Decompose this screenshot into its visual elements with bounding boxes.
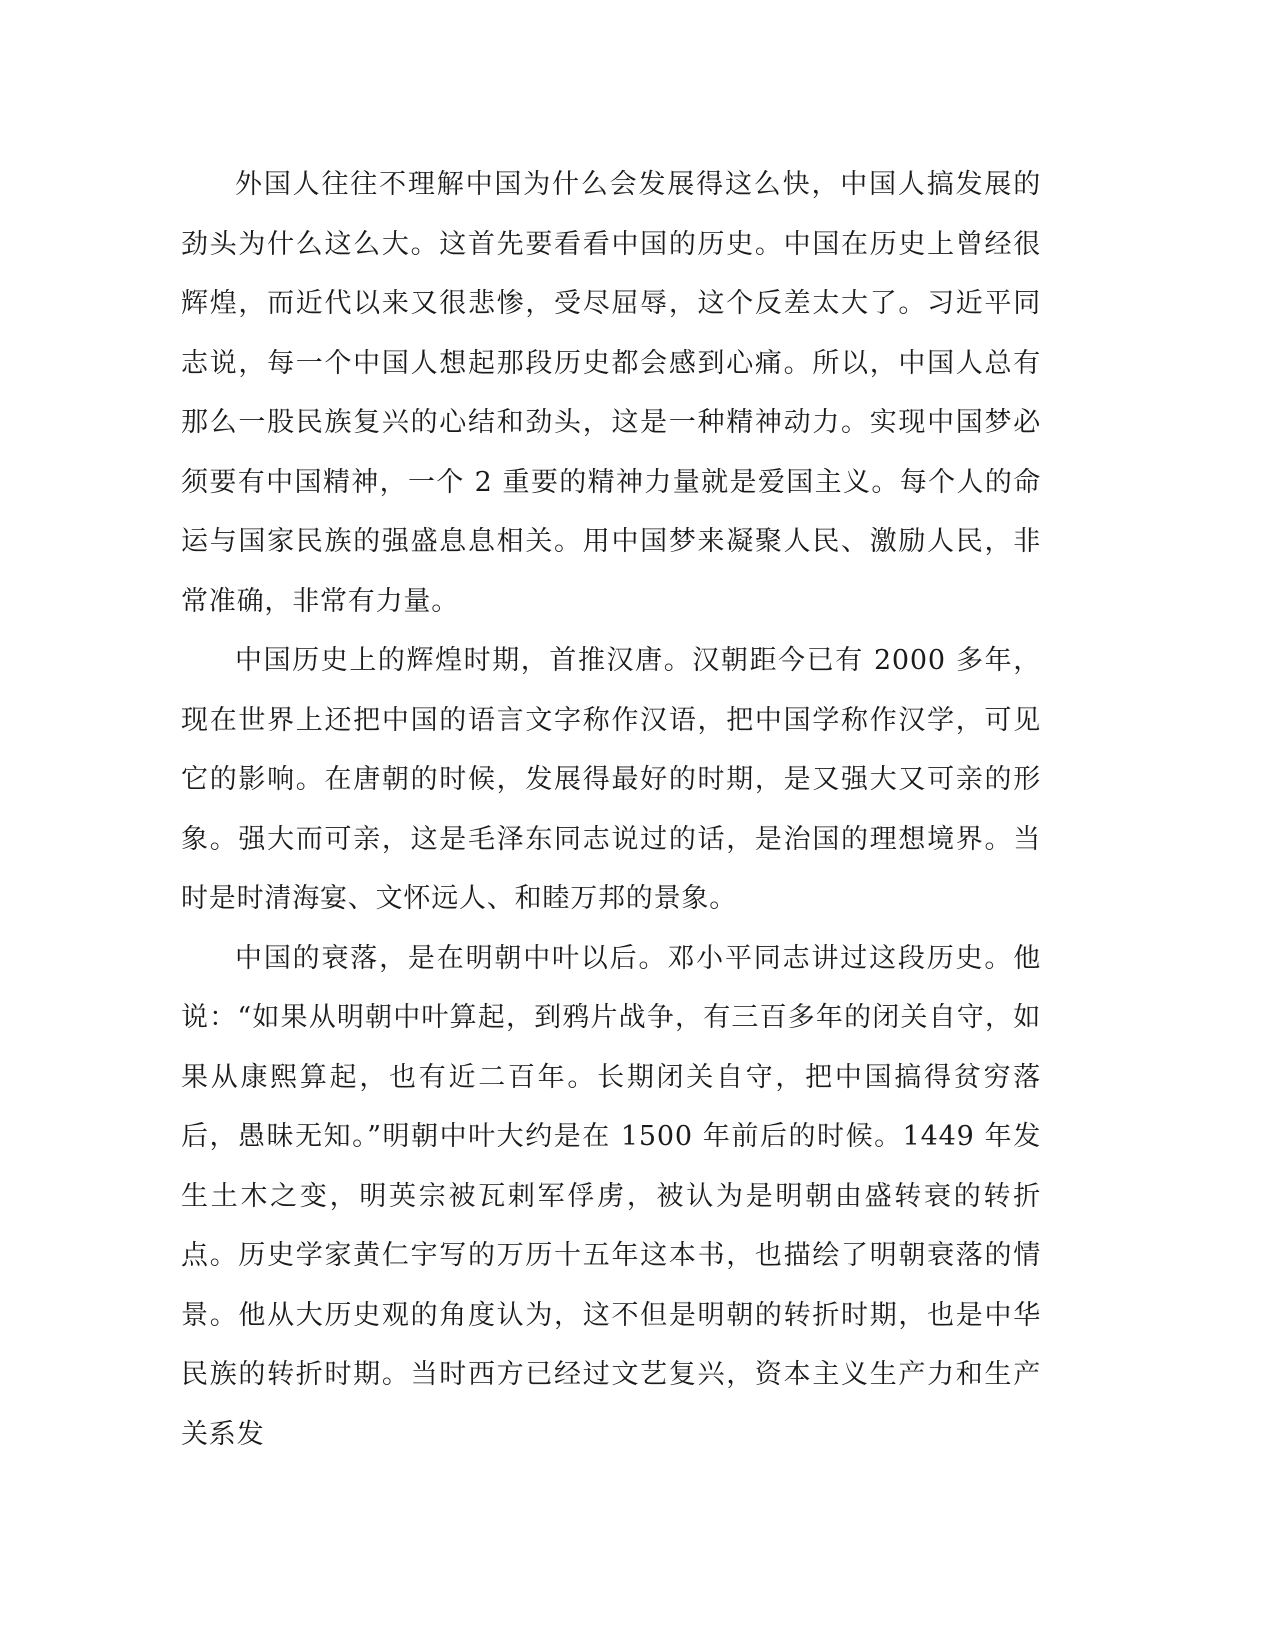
document-body	[181, 155, 1041, 1464]
paragraph-2: 中国历史上的辉煌时期，首推汉唐。汉朝距今已有 2000 多年，现在世界上还把中国的语言文字称作汉语，把中国学称作汉学，可见它的影响。在唐朝的时候，发展得最好的时期，是又强大又可亲的形象。强大而可亲，这是毛泽东同志说过的话，是治国的理想境界。当时是时清海宴、文怀远人、和睦万邦的景象。	[181, 645, 1041, 914]
paragraph-1: 外国人往往不理解中国为什么会发展得这么快，中国人搞发展的劲头为什么这么大。这首先要看看中国的历史。中国在历史上曾经很辉煌，而近代以来又很悲惨，受尽屈辱，这个反差太大了。习近平同志说，每一个中国人想起那段历史都会感到心痛。所以，中国人总有那么一股民族复兴的心结和劲头，这是一种精神动力。实现中国梦必须要有中国精神，一个 2 重要的精神力量就是爱国主义。每个人的命运与国家民族的强盛息息相关。用中国梦来凝聚人民、激励人民，非常准确，非常有力量。	[181, 169, 1041, 617]
paragraph-3: 中国的衰落，是在明朝中叶以后。邓小平同志讲过这段历史。他说：“如果从明朝中叶算起，到鸦片战争，有三百多年的闭关自守，如果从康熙算起，也有近二百年。长期闭关自守，把中国搞得贫穷落后，愚昧无知。”明朝中叶大约是在 1500 年前后的时候。1449 年发生土木之变，明英宗被瓦剌军俘虏，被认为是明朝由盛转衰的转折点。历史学家黄仁宇写的万历十五年这本书，也描绘了明朝衰落的情景。他从大历史观的角度认为，这不但是明朝的转折时期，也是中华民族的转折时期。当时西方已经过文艺复兴，资本主义生产力和生产关系发	[181, 942, 1041, 1450]
